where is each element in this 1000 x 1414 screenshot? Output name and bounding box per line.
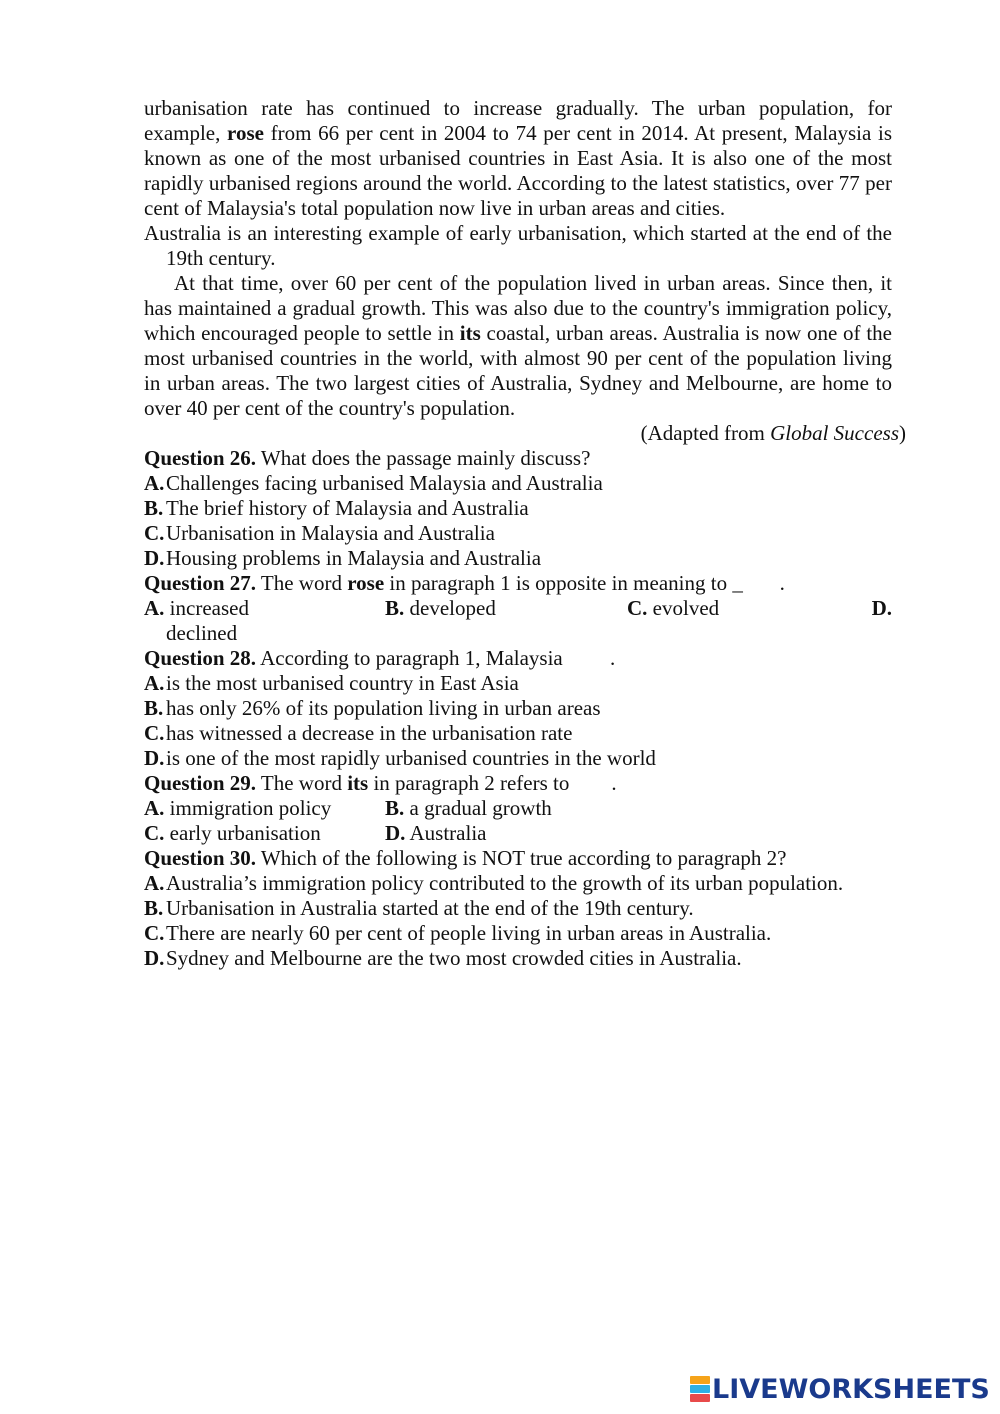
passage-paragraph-2-intro: Australia is an interesting example of early urbanisation, which started at the end of the 19th century. [144,221,892,270]
q29-options-row-2 [144,821,892,846]
highlighted-word-its: its [459,321,481,345]
q29-option-d[interactable]: D. Australia [385,821,487,845]
q27-options-row [144,596,892,621]
q27-option-d[interactable]: D. [871,596,892,620]
q27-option-b[interactable]: B. developed [385,596,496,620]
question-27: Question 27. The word rose in paragraph 1 is opposite in meaning to _ . [144,571,785,595]
question-29: Question 29. The word its in paragraph 2 refers to . [144,771,617,795]
q28-option-a[interactable]: A. is the most urbanised country in East Asia [144,671,519,695]
q27-option-c[interactable]: C. evolved [627,596,720,620]
q30-option-b[interactable]: B. Urbanisation in Australia started at the end of the 19th century. [144,896,694,920]
q27-option-a[interactable]: A. increased [144,596,249,620]
q27-option-d-text[interactable]: declined [166,621,238,645]
q30-option-a[interactable]: A. Australia’s immigration policy contributed to the growth of its urban population. [144,871,844,895]
liveworksheets-brand-text: LIVEWORKSHEETS [712,1374,990,1405]
question-30: Question 30. Which of the following is NOT true according to paragraph 2? [144,846,787,870]
question-26: Question 26. What does the passage mainly discuss? [144,446,591,470]
liveworksheets-logo[interactable] [690,1374,990,1405]
q29-option-c[interactable]: C. early urbanisation [144,821,321,845]
liveworksheets-logo-icon [690,1376,710,1403]
q30-option-d[interactable]: D. Sydney and Melbourne are the two most crowded cities in Australia. [144,946,742,970]
q29-option-a[interactable]: A. immigration policy [144,796,332,820]
q29-options-row-1 [144,796,892,821]
q28-option-d[interactable]: D. is one of the most rapidly urbanised countries in the world [144,746,656,770]
q28-option-c[interactable]: C. has witnessed a decrease in the urbanisation rate [144,721,573,745]
passage-paragraph-1: urbanisation rate has continued to increase gradually. The urban population, for example, rose from 66 per cent in 2004 to 74 per cent in 2014. At present, Malaysia is known as one of the most urbanised countries in East Asia. It is also one of the most rapidly urbanised regions around the world. According to the latest statistics, over 77 per cent of Malaysia's total population now live in urban areas and cities. [144,96,892,220]
passage-paragraph-2: At that time, over 60 per cent of the population lived in urban areas. Since then, it has maintained a gradual growth. This was also due to the country's immigration policy, which encouraged people to settle in its coastal, urban areas. Australia is now one of the most urbanised countries in the world, with almost 90 per cent of the population living in urban areas. The two largest cities of Australia, Sydney and Melbourne, are home to over 40 per cent of the country's population. [144,271,892,420]
q28-option-b[interactable]: B. has only 26% of its population living in urban areas [144,696,601,720]
highlighted-word-rose: rose [227,121,264,145]
source-citation: (Adapted from Global Success) [640,421,906,445]
q26-option-a[interactable]: A. Challenges facing urbanised Malaysia and Australia [144,471,603,495]
q26-option-c[interactable]: C. Urbanisation in Malaysia and Australia [144,521,495,545]
question-28: Question 28. According to paragraph 1, Malaysia . [144,646,616,670]
q26-option-b[interactable]: B. The brief history of Malaysia and Australia [144,496,529,520]
q26-option-d[interactable]: D. Housing problems in Malaysia and Australia [144,546,542,570]
q29-option-b[interactable]: B. a gradual growth [385,796,552,820]
q30-option-c[interactable]: C. There are nearly 60 per cent of people living in urban areas in Australia. [144,921,772,945]
worksheet-content [144,96,906,971]
